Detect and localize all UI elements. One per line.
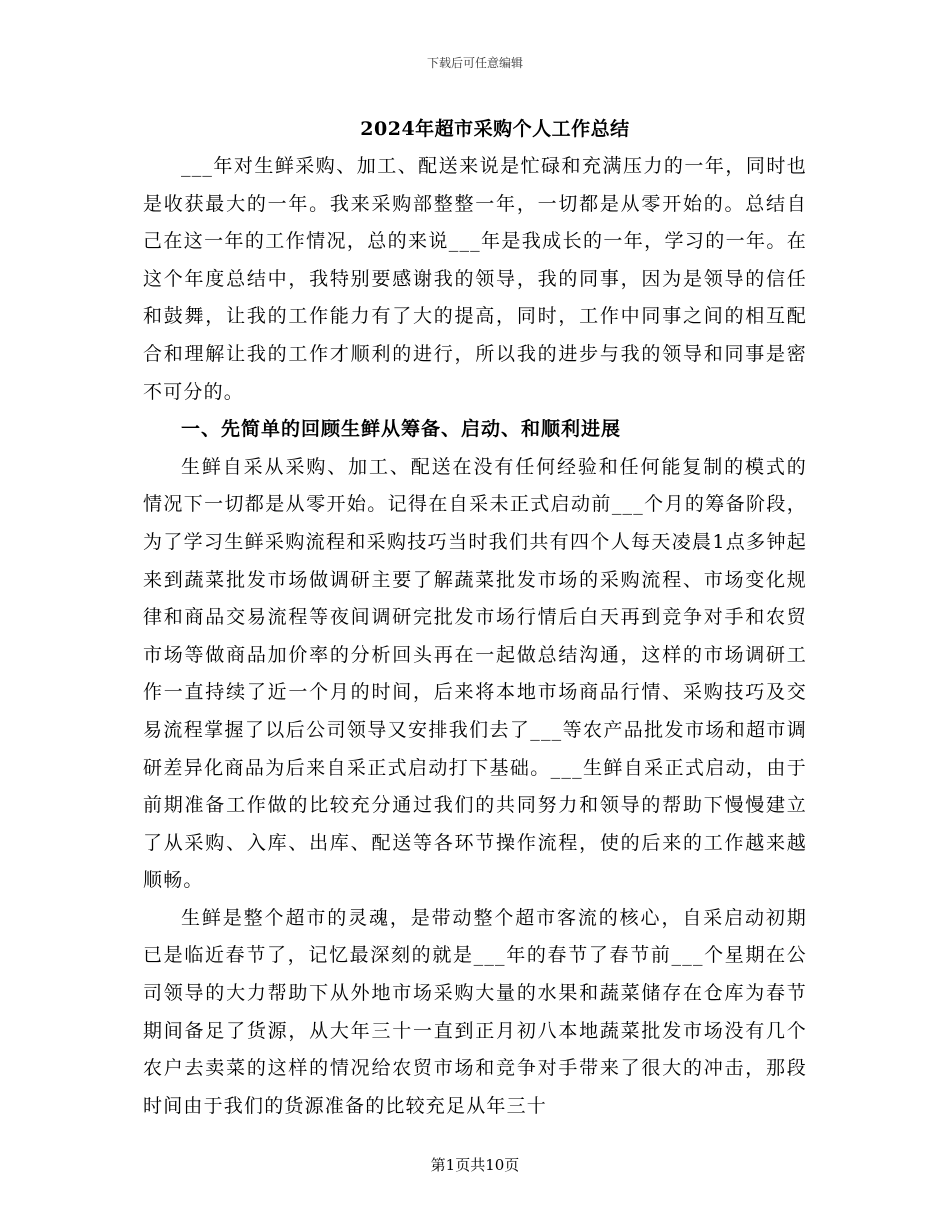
paragraph-intro: ___年对生鲜采购、加工、配送来说是忙碌和充满压力的一年，同时也是收获最大的一年。我来采购部整整一年，一切都是从零开始的。总结自己在这一年的工作情况，总的来说___年是我成长的一年，学习的一年。在这个年度总结中，我特别要感谢我的领导，我的同事，因为是领导的信任和鼓舞，让我的工作能力有了大的提高，同时，工作中同事之间的相互配合和理解让我的工作才顺利的进行，所以我的进步与我的领导和同事是密不可分的。 xyxy=(143,155,807,403)
section-heading-1: 一、先简单的回顾生鲜从筹备、启动、和顺利进展 xyxy=(181,418,622,441)
paragraph-spring-festival: 生鲜是整个超市的灵魂，是带动整个超市客流的核心，自采启动初期已是临近春节了，记忆最深刻的就是___年的春节了春节前___个星期在公司领导的大力帮助下从外地市场采购大量的水果和蔬菜储存在仓库为春节期间备足了货源，从大年三十一直到正月初八本地蔬菜批发市场没有几个农户去卖菜的这样的情况给农贸市场和竞争对手带来了很大的冲击，那段时间由于我们的货源准备的比较充足从年三十 xyxy=(143,906,807,1117)
paragraph-review: 生鲜自采从采购、加工、配送在没有任何经验和任何能复制的模式的情况下一切都是从零开始。记得在自采未正式启动前___个月的筹备阶段，为了学习生鲜采购流程和采购技巧当时我们共有四个人每天凌晨1点多钟起来到蔬菜批发市场做调研主要了解蔬菜批发市场的采购流程、市场变化规律和商品交易流程等夜间调研完批发市场行情后白天再到竞争对手和农贸市场等做商品加价率的分析回头再在一起做总结沟通，这样的市场调研工作一直持续了近一个月的时间，后来将本地市场商品行情、采购技巧及交易流程掌握了以后公司领导又安排我们去了___等农产品批发市场和超市调研差异化商品为后来自采正式启动打下基础。___生鲜自采正式启动，由于前期准备工作做的比较充分通过我们的共同努力和领导的帮助下慢慢建立了从采购、入库、出库、配送等各环节操作流程，使的后来的工作越来越顺畅。 xyxy=(143,455,807,892)
document-body xyxy=(143,148,807,1125)
page-indicator: 第1页共10页 xyxy=(430,1156,520,1174)
document-title: 2024年超市采购个人工作总结 xyxy=(360,118,630,140)
header-note: 下载后可任意编辑 xyxy=(426,56,523,70)
